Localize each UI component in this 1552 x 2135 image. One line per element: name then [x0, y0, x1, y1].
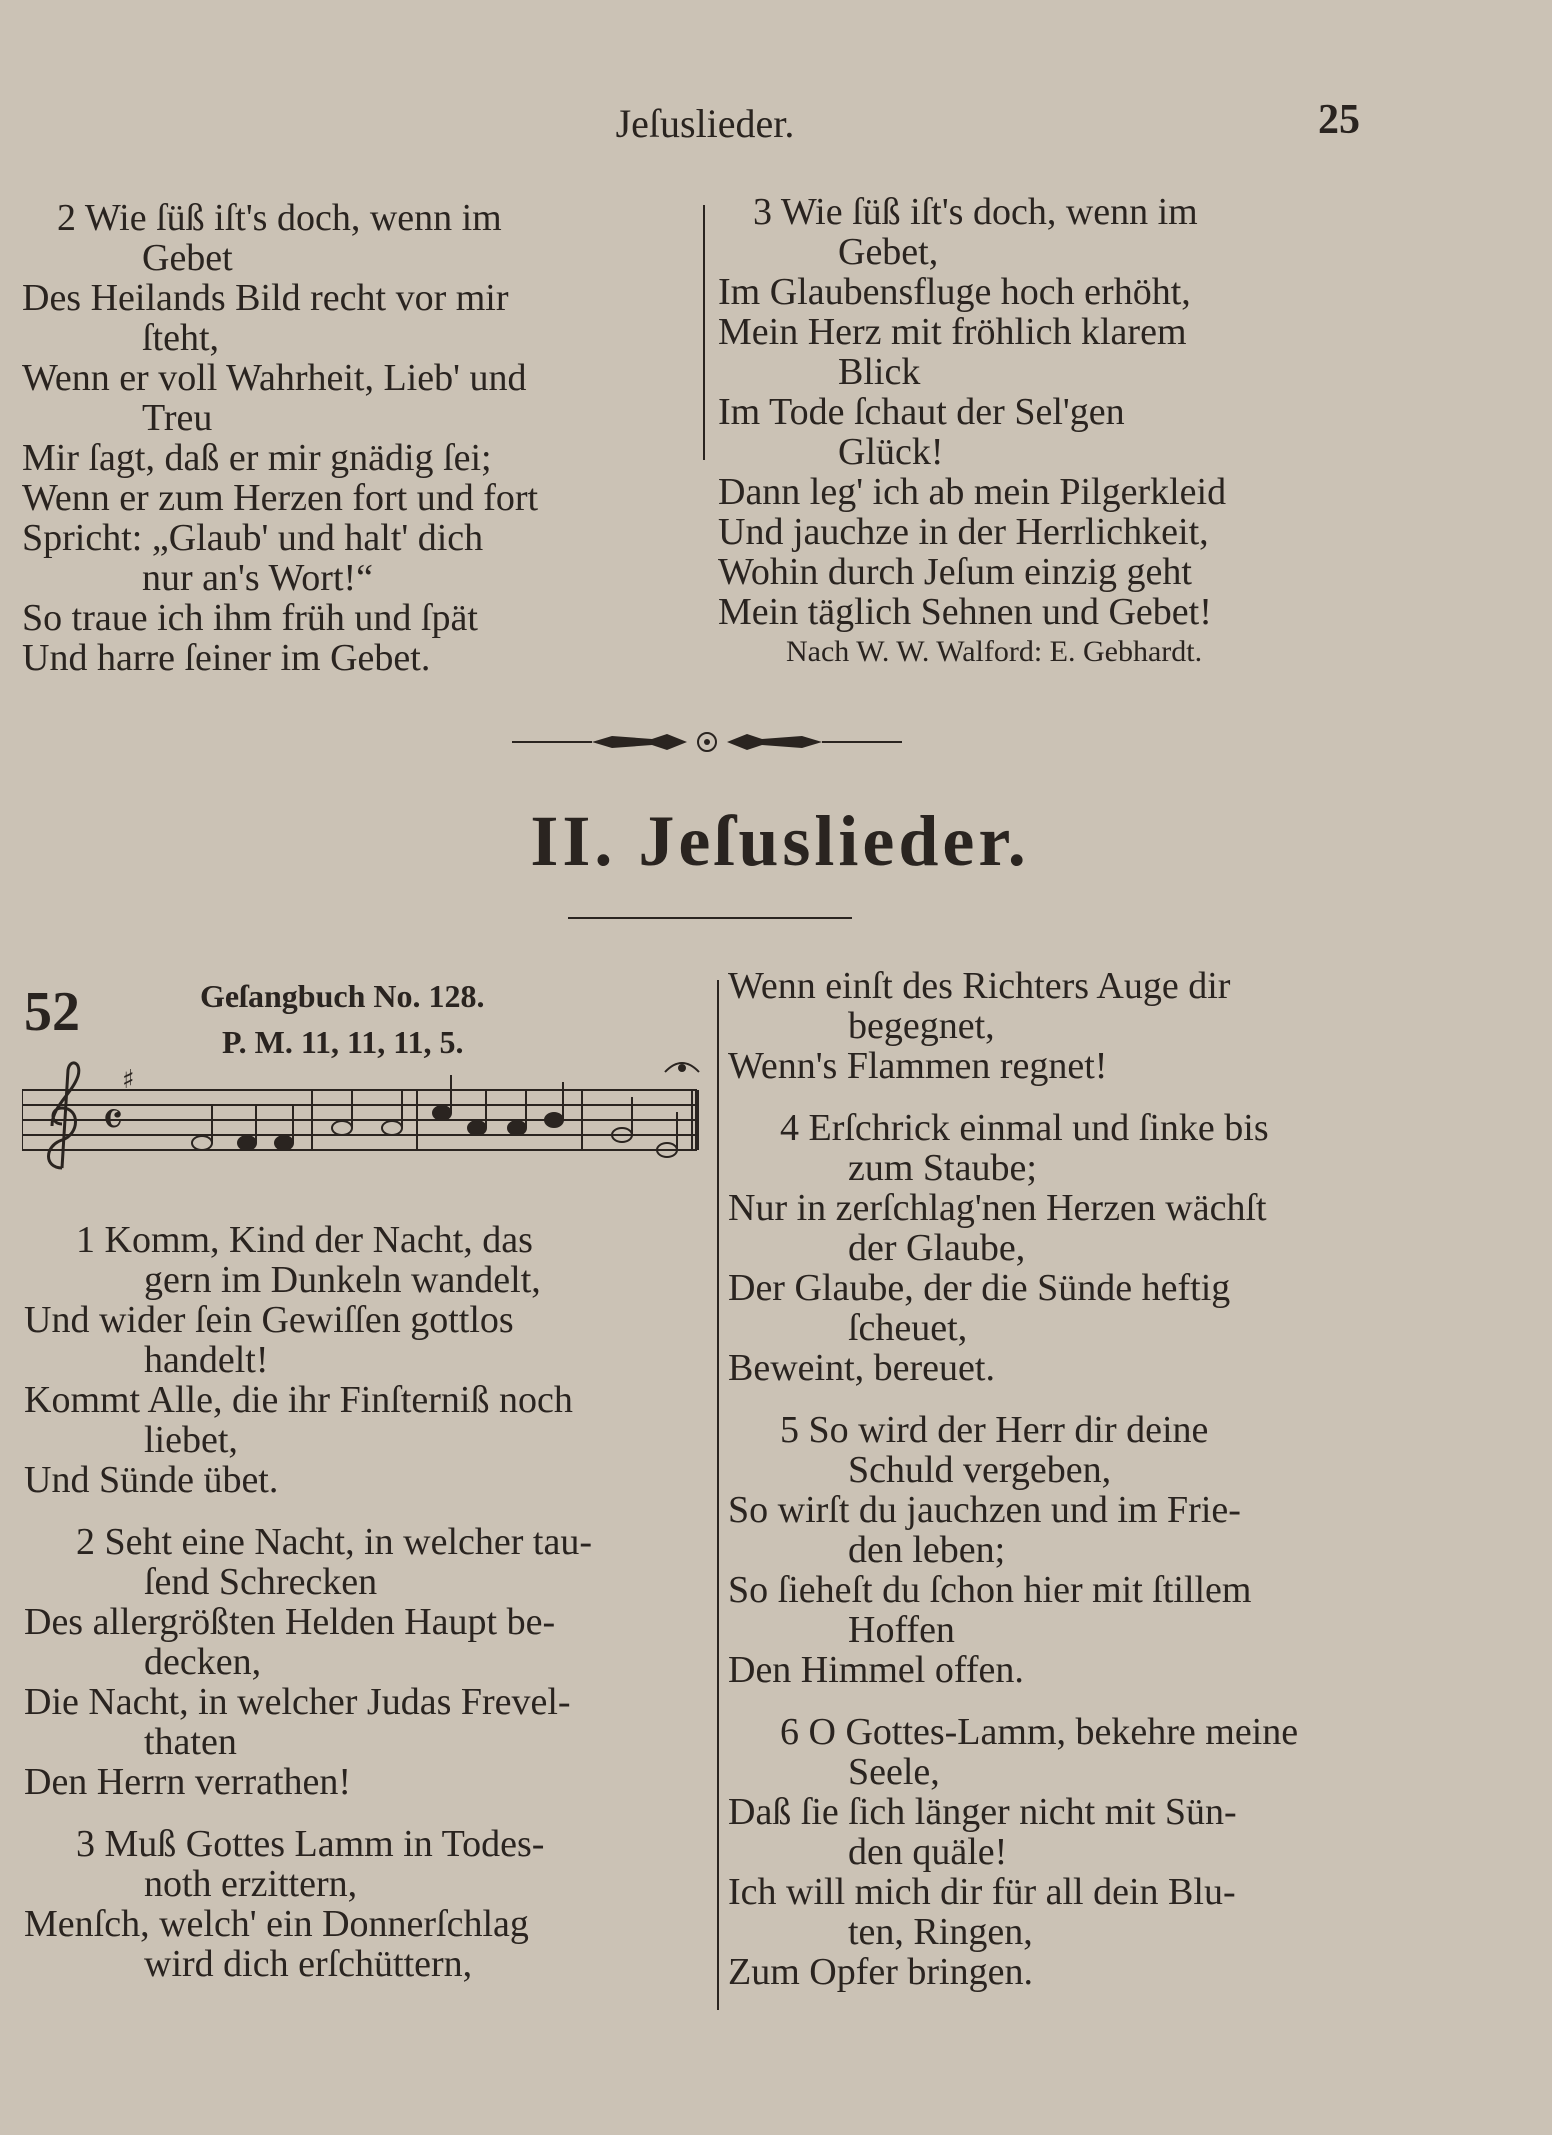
- verse-line: ſteht,: [142, 317, 220, 359]
- verse-line: 2 Wie ſüß iſt's doch, wenn im: [57, 197, 502, 239]
- verse-line: Glück!: [838, 431, 944, 473]
- verse-line: 1 Komm, Kind der Nacht, das: [76, 1219, 533, 1261]
- verse-line: gern im Dunkeln wandelt,: [144, 1259, 541, 1301]
- verse-column-top-right: [718, 192, 1418, 672]
- verse-line: Zum Opfer bringen.: [728, 1951, 1033, 1993]
- column-divider-top: [703, 205, 705, 460]
- verse-line: Mir ſagt, daß er mir gnädig ſei;: [22, 437, 492, 479]
- column-divider-bottom: [717, 980, 719, 2010]
- verse-line: Und harre ſeiner im Gebet.: [22, 637, 431, 679]
- verse-line: zum Staube;: [848, 1147, 1037, 1189]
- verse-line: Wohin durch Jeſum einzig geht: [718, 551, 1192, 593]
- verse-line: Wenn er zum Herzen fort und fort: [22, 477, 539, 519]
- verse-line: Schuld vergeben,: [848, 1449, 1112, 1491]
- section-rule: [568, 917, 852, 919]
- verse-line: Nur in zerſchlag'nen Herzen wächſt: [728, 1187, 1267, 1229]
- ornament-divider-icon: [512, 727, 902, 757]
- stanza-gap: [728, 1388, 1418, 1410]
- verse-line: Mein täglich Sehnen und Gebet!: [718, 591, 1212, 633]
- verse-line: nur an's Wort!“: [142, 557, 374, 599]
- stanza-gap: [728, 1690, 1418, 1712]
- verse-line: thaten: [144, 1721, 237, 1763]
- verse-line: Kommt Alle, die ihr Finſterniß noch: [24, 1379, 573, 1421]
- verse-line: der Glaube,: [848, 1227, 1026, 1269]
- verse-line: Blick: [838, 351, 921, 393]
- verse-line: Hoffen: [848, 1609, 955, 1651]
- verse-line: Gebet,: [838, 231, 939, 273]
- verse-line: Wenn einſt des Richters Auge dir: [728, 965, 1231, 1007]
- verse-column-top-left: [22, 198, 702, 678]
- verse-line: ſend Schrecken: [144, 1561, 378, 1603]
- stanza-gap: [24, 1500, 704, 1522]
- svg-text:𝄴: 𝄴: [102, 1092, 124, 1148]
- verse-line: handelt!: [144, 1339, 269, 1381]
- verse-line: Und jauchze in der Herrlichkeit,: [718, 511, 1209, 553]
- verse-line: decken,: [144, 1641, 262, 1683]
- verse-line: Des Heilands Bild recht vor mir: [22, 277, 509, 319]
- verse-line: den leben;: [848, 1529, 1006, 1571]
- verse-line: Treu: [142, 397, 213, 439]
- verse-line: Ich will mich dir für all dein Blu-: [728, 1871, 1236, 1913]
- verse-line: So traue ich ihm früh und ſpät: [22, 597, 478, 639]
- verse-line: 4 Erſchrick einmal und ſinke bis: [780, 1107, 1269, 1149]
- verse-line: begegnet,: [848, 1005, 995, 1047]
- verse-line: So ſieheſt du ſchon hier mit ſtillem: [728, 1569, 1252, 1611]
- verse-line: Gebet: [142, 237, 233, 279]
- verse-line: 6 O Gottes-Lamm, bekehre meine: [780, 1711, 1299, 1753]
- verse-line: Menſch, welch' ein Donnerſchlag: [24, 1903, 529, 1945]
- verse-line: Den Herrn verrathen!: [24, 1761, 352, 1803]
- stanza-gap: [728, 1086, 1418, 1108]
- verse-line: Und Sünde übet.: [24, 1459, 279, 1501]
- verse-line: 5 So wird der Herr dir deine: [780, 1409, 1209, 1451]
- verse-line: Wenn's Flammen regnet!: [728, 1045, 1108, 1087]
- verse-line: 3 Wie ſüß iſt's doch, wenn im: [753, 191, 1198, 233]
- verse-line: 2 Seht eine Nacht, in welcher tau-: [76, 1521, 592, 1563]
- verse-line: Daß ſie ſich länger nicht mit Sün-: [728, 1791, 1237, 1833]
- verse-line: noth erzittern,: [144, 1863, 358, 1905]
- verse-column-bottom-right: [728, 966, 1418, 1992]
- verse-line: Im Glaubensfluge hoch erhöht,: [718, 271, 1191, 313]
- attribution: Nach W. W. Walford: E. Gebhardt.: [786, 635, 1203, 668]
- verse-line: Spricht: „Glaub' und halt' dich: [22, 517, 484, 559]
- verse-line: Dann leg' ich ab mein Pilgerkleid: [718, 471, 1227, 513]
- verse-line: ſcheuet,: [848, 1307, 968, 1349]
- verse-line: den quäle!: [848, 1831, 1008, 1873]
- stanza-gap: [24, 1802, 704, 1824]
- page-number: 25: [1318, 97, 1360, 143]
- verse-line: 3 Muß Gottes Lamm in Todes-: [76, 1823, 545, 1865]
- hymn-meter: P. M. 11, 11, 11, 5.: [222, 1024, 464, 1060]
- hymn-number: 52: [24, 981, 80, 1043]
- verse-line: ten, Ringen,: [848, 1911, 1033, 1953]
- music-staff-icon: [22, 1050, 702, 1200]
- verse-line: Mein Herz mit fröhlich klarem: [718, 311, 1187, 353]
- verse-line: Und wider ſein Gewiſſen gottlos: [24, 1299, 514, 1341]
- verse-line: Beweint, bereuet.: [728, 1347, 995, 1389]
- verse-line: wird dich erſchüttern,: [144, 1943, 473, 1985]
- section-title: II. Jeſuslieder.: [530, 801, 1030, 881]
- hymn-source: Geſangbuch No. 128.: [200, 978, 485, 1014]
- verse-line: Die Nacht, in welcher Judas Frevel-: [24, 1681, 571, 1723]
- verse-line: Den Himmel offen.: [728, 1649, 1024, 1691]
- verse-column-bottom-left: [24, 1220, 704, 1984]
- running-header-title: Jeſuslieder.: [615, 101, 795, 146]
- verse-line: Der Glaube, der die Sünde heftig: [728, 1267, 1231, 1309]
- verse-line: Im Tode ſchaut der Sel'gen: [718, 391, 1125, 433]
- verse-line: Des allergrößten Helden Haupt be-: [24, 1601, 556, 1643]
- verse-line: Wenn er voll Wahrheit, Lieb' und: [22, 357, 527, 399]
- svg-text:♯: ♯: [122, 1065, 135, 1095]
- verse-line: Seele,: [848, 1751, 940, 1793]
- verse-line: liebet,: [144, 1419, 238, 1461]
- verse-line: So wirſt du jauchzen und im Frie-: [728, 1489, 1241, 1531]
